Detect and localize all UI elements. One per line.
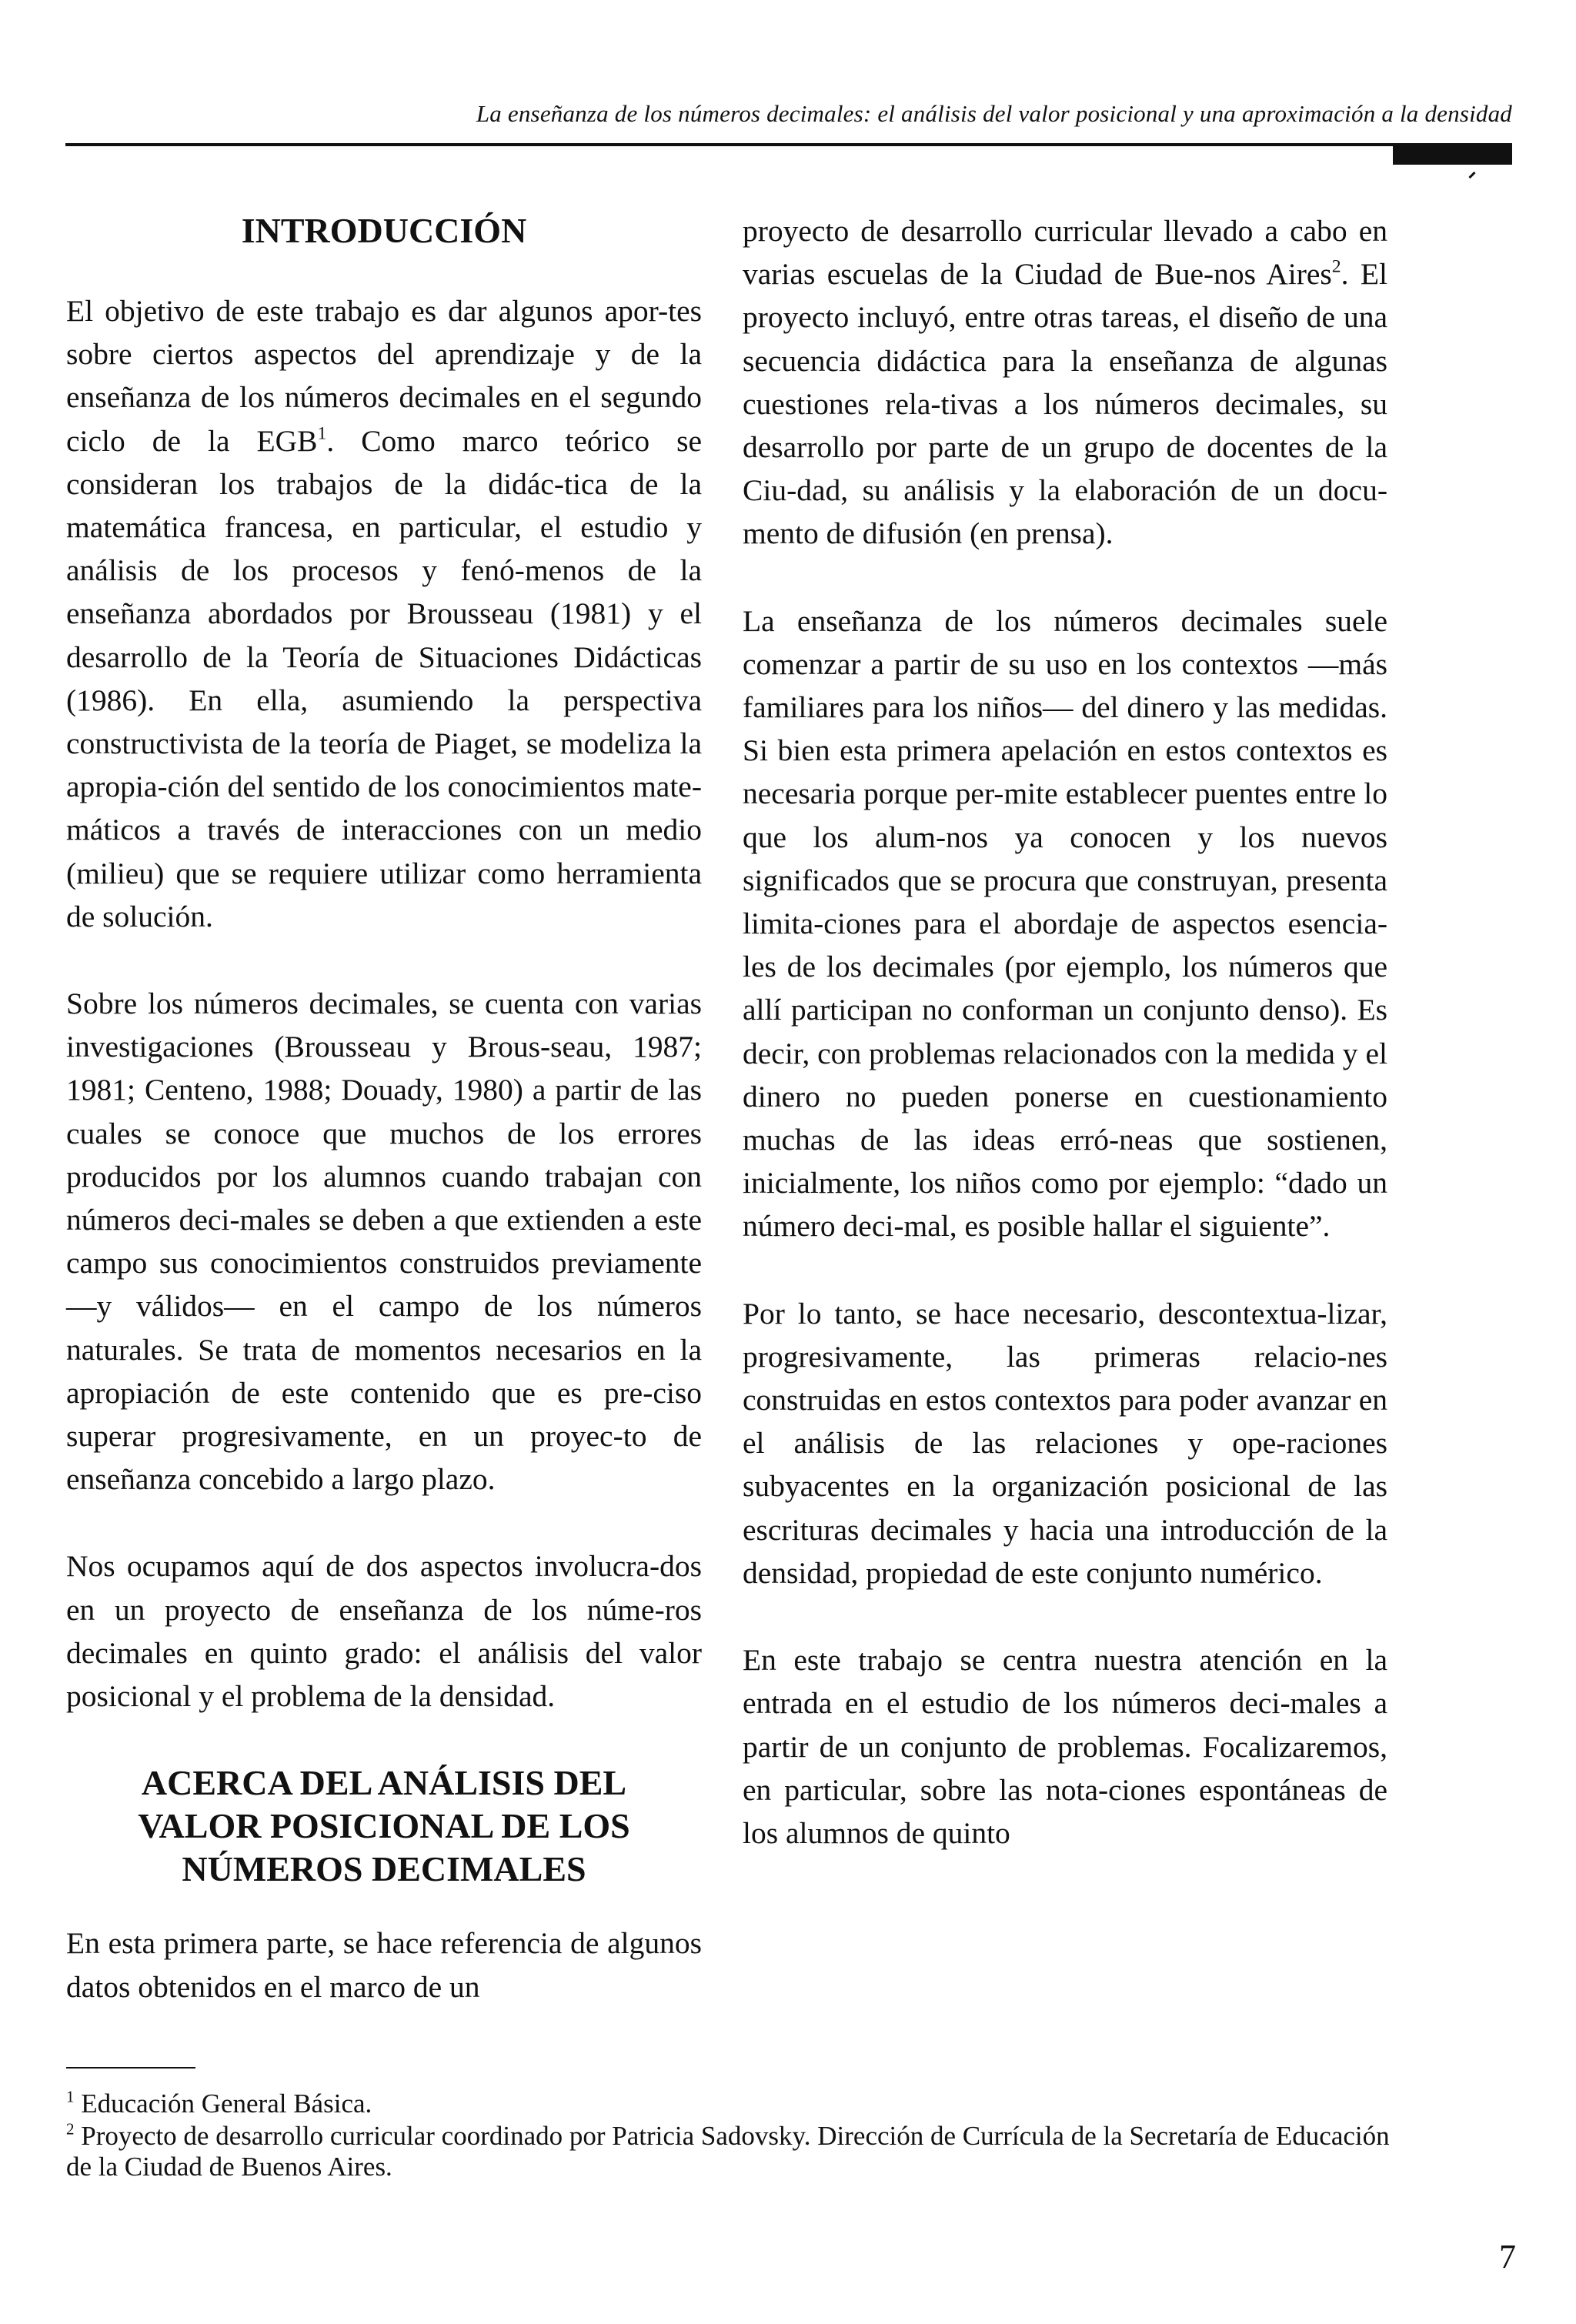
paragraph-intro-2: Sobre los números decimales, se cuenta con varias investigaciones (Brousseau y Brous-seau, 1987; 1981; Centeno, 1988; Douady, 1980) a partir de las cuales se conoce que muchos de los errores producidos por los alumnos cuando trabajan con números deci-males se deben a que extienden a este campo sus conocimientos construidos previamente —y válidos— en el campo de los números naturales. Se trata de momentos necesarios en la apropiación de este contenido que es pre-ciso superar progresivamente, en un proyec-to de enseñanza concebido a largo plazo. bbox=[66, 987, 702, 1497]
header-rule-block bbox=[1393, 146, 1512, 165]
scan-mark bbox=[1468, 172, 1475, 179]
section-heading-valor-posicional bbox=[66, 1761, 702, 1891]
paragraph-text: proyecto de desarrollo curricular llevado a cabo en varias escuelas de la Ciudad de Bue-nos Aires bbox=[743, 214, 1387, 292]
paragraph-text: . Como marco teórico se consideran los trabajos de la didác-tica de la matemática francesa, en particular, el estudio y análisis de los procesos y fenó-menos de la enseñanza abordados por Brousseau (1981) y el desarrollo de la Teoría de Situaciones Didácticas (1986). En ella, asumiendo la perspectiva constructivista de la teoría de Piaget, se modeliza la apropia-ción del sentido de los conocimientos mate-máticos a través de interacciones con un medio (milieu) que se requiere utilizar como herramienta de solución. bbox=[66, 423, 702, 933]
footnote-ref-1: 1 bbox=[317, 423, 327, 444]
footnote-mark: 1 bbox=[66, 2087, 75, 2106]
footnote-rule bbox=[66, 2067, 195, 2069]
page-number: 7 bbox=[1499, 2238, 1516, 2276]
heading-line: NÚMEROS DECIMALES bbox=[182, 1849, 586, 1889]
heading-line: ACERCA DEL ANÁLISIS DEL bbox=[141, 1763, 627, 1803]
footnote-2 bbox=[66, 2121, 1390, 2182]
footnote-mark: 2 bbox=[66, 2119, 75, 2139]
paragraph-intro-1 bbox=[66, 289, 702, 938]
paragraph-right-3: Por lo tanto, se hace necesario, descontextua-lizar, progresivamente, las primeras relacio-nes construidas en estos contextos para poder avanzar en el análisis de las relaciones y ope-raciones subyacentes en la organización posicional de las escrituras decimales y hacia una introducción de la densidad, propiedad de este conjunto numérico. bbox=[743, 1296, 1387, 1590]
footnote-text: Proyecto de desarrollo curricular coordinado por Patricia Sadovsky. Dirección de Currícula de la Secretaría de Educación de la Ciudad de Buenos Aires. bbox=[66, 2121, 1390, 2182]
right-column bbox=[743, 209, 1387, 1898]
header-rule bbox=[65, 143, 1512, 146]
paragraph-right-2: La enseñanza de los números decimales suele comenzar a partir de su uso en los contextos —más familiares para los niños— del dinero y las medidas. Si bien esta primera apelación en estos contextos es necesaria porque per-mite establecer puentes entre lo que los alum-nos ya conocen y los nuevos significados que se procura que construyan, presenta limita-ciones para el abordaje de aspectos esencia-les de los decimales (por ejemplo, los números que allí participan no conforman un conjunto denso). Es decir, con problemas relacionados con la medida y el dinero no pueden ponerse en cuestionamiento muchas de las ideas erró-neas que sostienen, inicialmente, los niños como por ejemplo: “dado un número deci-mal, es posible hallar el siguiente”. bbox=[743, 603, 1387, 1244]
footnote-1 bbox=[66, 2089, 1390, 2119]
paragraph-text: . El proyecto incluyó, entre otras tareas, el diseño de una secuencia didáctica para la enseñanza de algunas cuestiones rela-tivas a los números decimales, su desarrollo por parte de un grupo de docentes de la Ciu-dad, su análisis y la elaboración de un docu-mento de difusión (en prensa). bbox=[743, 257, 1387, 551]
section-heading-introduccion: INTRODUCCIÓN bbox=[241, 211, 527, 250]
footnote-text: Educación General Básica. bbox=[74, 2089, 372, 2119]
running-header: La enseñanza de los números decimales: el análisis del valor posicional y una aproximación a la densidad bbox=[476, 100, 1512, 127]
footnotes bbox=[66, 2089, 1390, 2184]
paragraph-section2-1: En esta primera parte, se hace referencia de algunos datos obtenidos en el marco de un bbox=[66, 1926, 702, 2004]
heading-line: VALOR POSICIONAL DE LOS bbox=[138, 1806, 630, 1846]
paragraph-intro-3: Nos ocupamos aquí de dos aspectos involucra-dos en un proyecto de enseñanza de los núme-ros decimales en quinto grado: el análisis del valor posicional y el problema de la densidad. bbox=[66, 1549, 702, 1714]
footnote-ref-2: 2 bbox=[1331, 256, 1341, 277]
paragraph-right-4: En este trabajo se centra nuestra atención en la entrada en el estudio de los números deci-males a partir de un conjunto de problemas. Focalizaremos, en particular, sobre las nota-ciones espontáneas de los alumnos de quinto bbox=[743, 1643, 1387, 1850]
paragraph-text: El objetivo de este trabajo es dar algunos apor-tes sobre ciertos aspectos del aprendizaje y de la enseñanza de los números decimales en el segundo ciclo de la EGB bbox=[66, 294, 702, 458]
left-column bbox=[66, 209, 702, 2052]
paragraph-right-1 bbox=[743, 209, 1387, 556]
